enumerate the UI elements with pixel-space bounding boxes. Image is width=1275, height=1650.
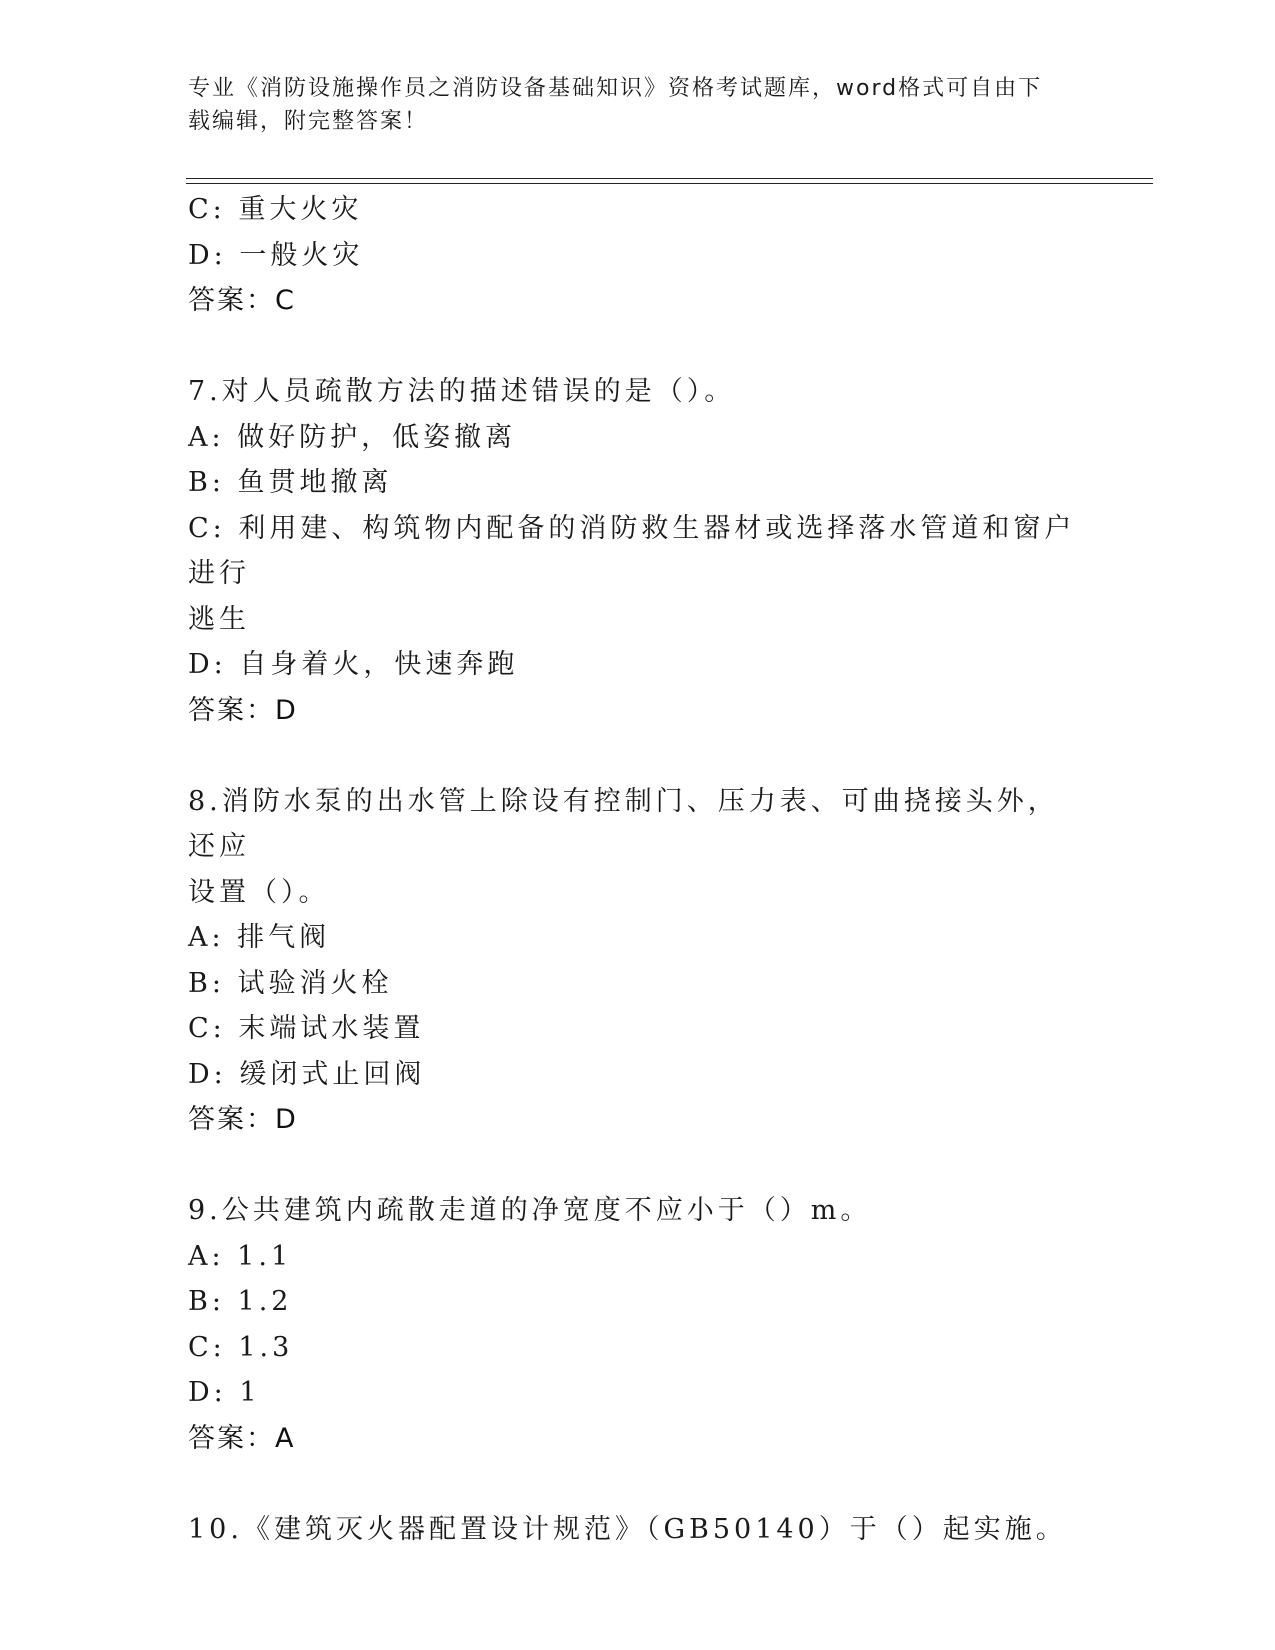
option-b: B: 试验消火栓 [188, 967, 393, 999]
question-stem-continued: 设置（）。 [188, 876, 330, 908]
answer-label: 答案：C [188, 285, 296, 316]
question-8 [188, 779, 1088, 1143]
option-a: A: 排气阀 [188, 922, 331, 953]
option-c: C: 利用建、构筑物内配备的消防救生器材或选择落水管道和窗户进行 [188, 512, 1076, 589]
option-d: D: 缓闭式止回阀 [188, 1058, 426, 1090]
header-line-2: 载编辑，附完整答案！ [188, 109, 429, 134]
option-c: C: 重大火灾 [188, 194, 363, 225]
document-header [188, 72, 1068, 138]
spacer [188, 324, 1088, 370]
answer-label: 答案：A [188, 1422, 296, 1454]
question-6-partial [188, 187, 1088, 324]
option-c: C: 末端试水装置 [188, 1013, 425, 1044]
option-d: D: 1 [188, 1377, 261, 1408]
option-c-continued: 逃生 [188, 603, 250, 635]
option-a: A: 做好防护，低姿撤离 [188, 421, 517, 453]
option-b: B: 鱼贯地撤离 [188, 467, 393, 498]
header-line-1: 专业《消防设施操作员之消防设备基础知识》资格考试题库，word格式可自由下 [188, 76, 1043, 101]
question-7 [188, 369, 1088, 733]
option-b: B: 1.2 [188, 1286, 293, 1317]
question-stem: 8.消防水泵的出水管上除设有控制门、压力表、可曲挠接头外，还应 [188, 785, 1059, 862]
option-d: D: 自身着火，快速奔跑 [188, 649, 519, 680]
spacer [188, 733, 1088, 779]
question-9 [188, 1188, 1088, 1461]
answer-label: 答案：D [188, 694, 298, 726]
option-c: C: 1.3 [188, 1331, 294, 1363]
spacer [188, 1461, 1088, 1507]
header-divider-bottom [186, 183, 1153, 184]
option-a: A: 1.1 [188, 1240, 293, 1272]
header-divider-top [186, 178, 1153, 179]
question-stem: 10.《建筑灭火器配置设计规范》（GB50140）于（）起实施。 [188, 1513, 1067, 1545]
question-10 [188, 1507, 1088, 1553]
question-stem: 9.公共建筑内疏散走道的净宽度不应小于（）m。 [188, 1195, 872, 1226]
question-list [188, 187, 1088, 1552]
spacer [188, 1143, 1088, 1189]
option-d: D: 一般火灾 [188, 239, 364, 271]
question-stem: 7.对人员疏散方法的描述错误的是（）。 [188, 376, 736, 407]
answer-label: 答案：D [188, 1104, 298, 1135]
